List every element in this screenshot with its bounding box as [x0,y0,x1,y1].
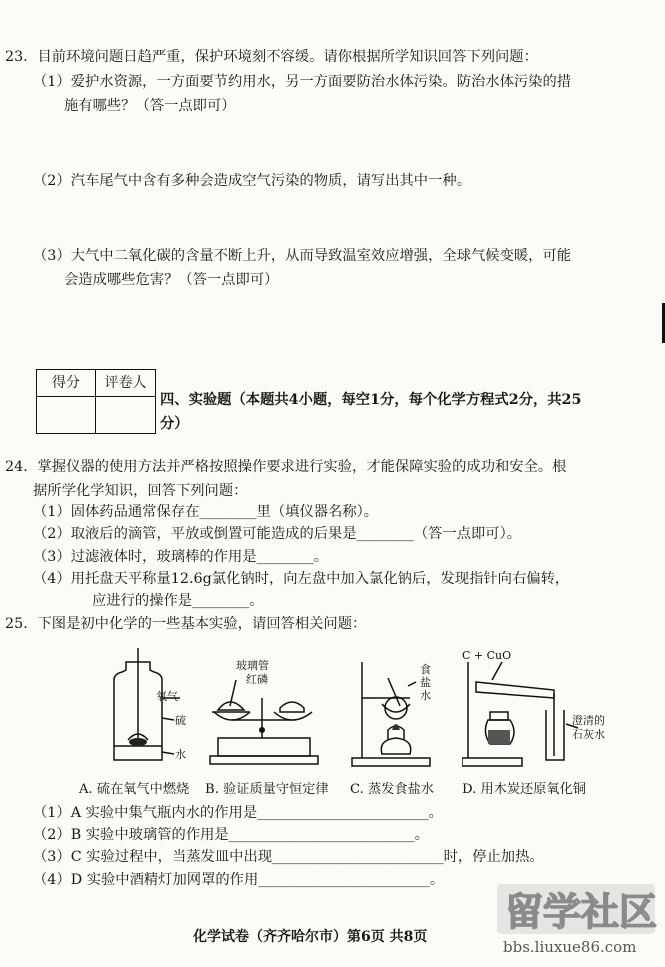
q23-part3-line1: （3）大气中二氧化碳的含量不断上升，从而导致温室效应增强，全球气候变暖，可能 [33,248,572,264]
q23-part2: （2）汽车尾气中含有多种会造成空气污染的物质，请写出其中一种。 [33,173,471,189]
caption-d: D. 用木炭还原氧化铜 [462,782,586,797]
reviewer-blank-cell [96,397,155,433]
fig-d-limewater-label-2: 石灰水 [572,728,605,741]
q25-part2: （2）B 实验中玻璃管的作用是__________________________。 [33,827,429,843]
q24-part4-line2: 应进行的操作是________。 [92,593,264,609]
q23-part3-line2: 会造成哪些危害？（答一点即可） [64,272,279,288]
caption-c: C. 蒸发食盐水 [350,782,434,797]
caption-b: B. 验证质量守恒定律 [205,782,329,797]
reviewer-header: 评卷人 [96,370,155,397]
q25-part4: （4）D 实验中酒精灯加网罩的作用________________________。 [33,872,445,888]
q23-part1-line1: （1）爱护水资源，一方面要节约用水，另一方面要防治水体污染。防治水体污染的措 [33,74,572,90]
caption-a: A. 硫在氧气中燃烧 [79,782,190,797]
figure-b-balance [208,658,320,768]
q24-stem-line2: 据所学化学知识，回答下列问题： [33,483,248,499]
fig-d-formula-label: C + CuO [462,649,512,662]
figure-d-carbon-reduction [462,648,612,770]
fig-c-salt-label-1: 食 [420,663,431,676]
q24-stem-line1: 24．掌握仪器的使用方法并严格按照操作要求进行实验，才能保障实验的成功和安全。根 [5,459,567,475]
fig-d-limewater-label-1: 澄清的 [572,714,605,727]
fig-a-oxygen-label: 氧气 [156,690,178,703]
q24-part1: （1）固体药品通常保存在________里（填仪器名称）。 [33,504,379,520]
figure-c-evaporation [348,660,440,770]
q24-part4-line1: （4）用托盘天平称量12.6g氯化钠时，向左盘中加入氯化钠后，发现指针向右偏转， [33,571,570,587]
score-blank-cell [37,397,96,433]
page-footer: 化学试卷（齐齐哈尔市）第6页 共8页 [193,929,428,945]
q25-stem: 25．下图是初中化学的一些基本实验，请回答相关问题： [5,616,367,632]
q24-part3: （3）过滤液体时，玻璃棒的作用是________。 [33,549,329,565]
score-header: 得分 [37,370,96,397]
site-watermark-logo [495,880,657,960]
section4-title-line2: 分） [160,416,189,432]
q23-stem: 23．目前环境问题日趋严重，保护环境刻不容缓。请你根据所学知识回答下列问题： [5,49,538,65]
q24-part2: （2）取液后的滴管，平放或倒置可能造成的后果是________（答一点即可）。 [33,526,522,542]
fig-a-sulfur-label: 硫 [175,714,186,727]
svg-text:bbs.liuxue86.com: bbs.liuxue86.com [503,938,637,956]
q23-part1-line2: 施有哪些？（答一点即可） [64,98,236,114]
fig-b-phosphorus-label: 红磷 [246,673,268,686]
section4-title-line1: 四、实验题（本题共4小题，每空1分，每个化学方程式2分，共25 [160,392,582,408]
svg-text:留学社区: 留学社区 [505,889,657,934]
figure-a-gas-bottle [100,648,190,768]
fig-c-salt-label-2: 盐 [420,676,431,689]
score-table [36,369,156,434]
q25-part3: （3）C 实验过程中，当蒸发皿中出现________________________时，停止加热。 [33,849,544,865]
fig-a-water-label: 水 [175,748,186,761]
fig-c-salt-label-3: 水 [420,689,431,702]
q25-part1: （1）A 实验中集气瓶内水的作用是________________________。 [33,805,443,821]
fig-b-tube-label: 玻璃管 [236,659,269,672]
